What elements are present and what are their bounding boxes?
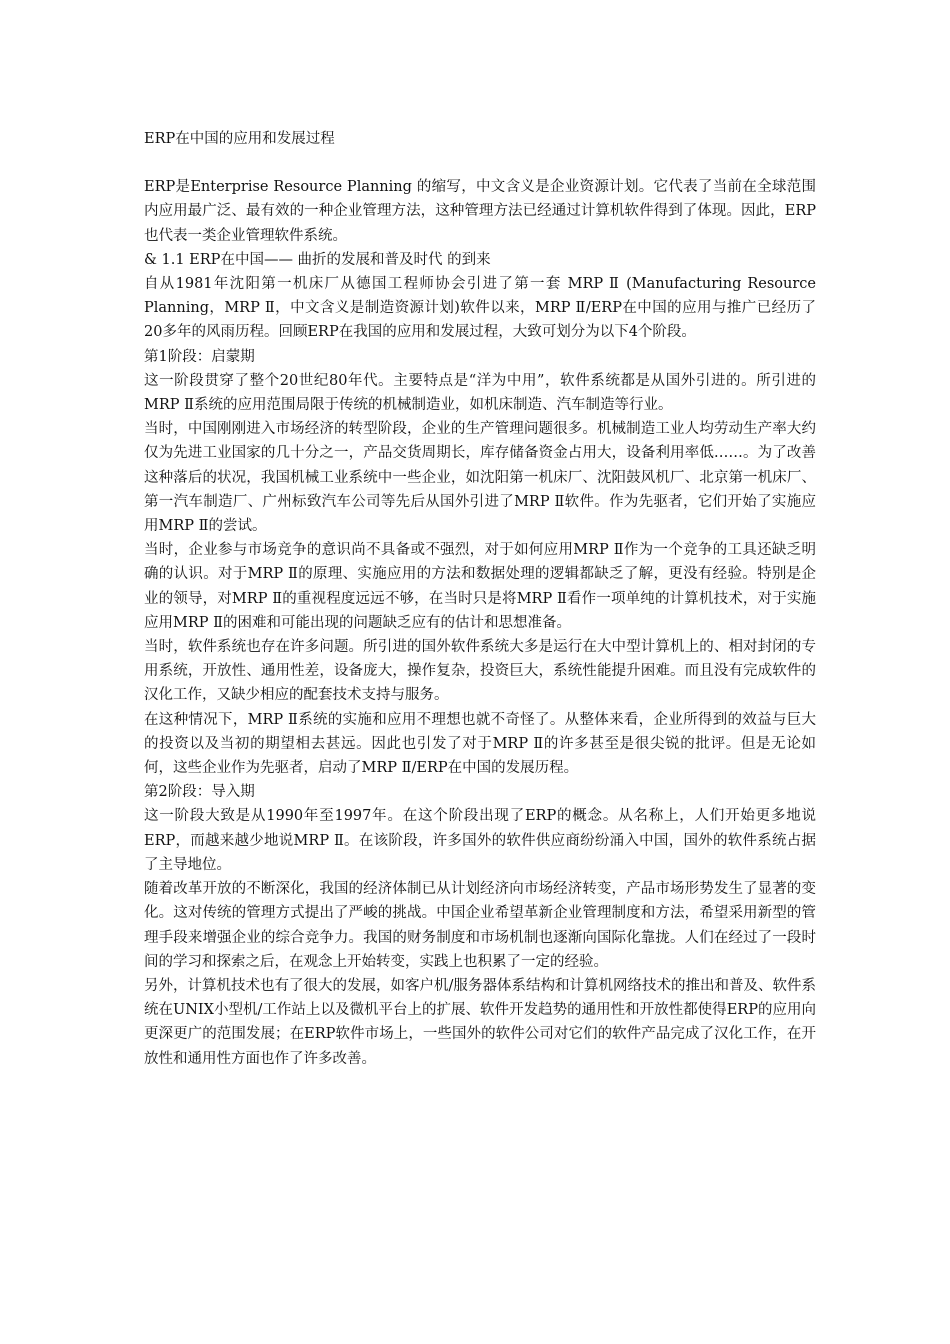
paragraph: 自从1981年沈阳第一机床厂从德国工程师协会引进了第一套 MRP Ⅱ (Manufacturing Resource Planning，MRP Ⅱ，中文含义是制造资源计划)软件以来，MRP Ⅱ/ERP在中国的应用与推广已经历了20多年的风雨历程。回顾ERP在我国的应用和发展过程，大致可划分为以下4个阶段。 [144,276,816,341]
section-heading: & 1.1 ERP在中国—— 曲折的发展和普及时代 的到来 [144,251,491,268]
document-title: ERP在中国的应用和发展过程 [144,131,335,147]
paragraph: 随着改革开放的不断深化，我国的经济体制已从计划经济向市场经济转变，产品市场形势发生了显著的变化。这对传统的管理方式提出了严峻的挑战。中国企业希望革新企业管理制度和方法，希望采用新型的管理手段来增强企业的综合竞争力。我国的财务制度和市场机制也逐渐向国际化靠拢。人们在经过了一段时间的学习和探索之后，在观念上开始转变，实践上也积累了一定的经验。 [144,881,816,970]
paragraph: 当时，软件系统也存在许多问题。所引进的国外软件系统大多是运行在大中型计算机上的、相对封闭的专用系统，开放性、通用性差，设备庞大，操作复杂，投资巨大，系统性能提升困难。而且没有完成软件的汉化工作，又缺少相应的配套技术支持与服务。 [144,639,816,704]
paragraph: 在这种情况下，MRP Ⅱ系统的实施和应用不理想也就不奇怪了。从整体来看，企业所得到的效益与巨大的投资以及当初的期望相去甚远。因此也引发了对于MRP Ⅱ的许多甚至是很尖锐的批评。但是无论如何，这些企业作为先驱者，启动了MRP Ⅱ/ERP在中国的发展历程。 [144,711,816,777]
document-body [144,127,816,1071]
stage-heading-2: 第2阶段：导入期 [144,784,255,801]
paragraph: 当时，中国刚刚进入市场经济的转型阶段，企业的生产管理问题很多。机械制造工业人均劳动生产率大约仅为先进工业国家的几十分之一，产品交货周期长，库存储备资金占用大，设备利用率低……。为了改善这种落后的状况，我国机械工业系统中一些企业，如沈阳第一机床厂、沈阳鼓风机厂、北京第一机床厂、第一汽车制造厂、广州标致汽车公司等先后从国外引进了MRP Ⅱ软件。作为先驱者，它们开始了实施应用MRP Ⅱ的尝试。 [144,421,816,535]
paragraph: 当时，企业参与市场竞争的意识尚不具备或不强烈，对于如何应用MRP Ⅱ作为一个竞争的工具还缺乏明确的认识。对于MRP Ⅱ的原理、实施应用的方法和数据处理的逻辑都缺乏了解，更没有经验。特别是企业的领导，对MRP Ⅱ的重视程度远远不够，在当时只是将MRP Ⅱ看作一项单纯的计算机技术，对于实施应用MRP Ⅱ的困难和可能出现的问题缺乏应有的估计和思想准备。 [144,542,816,631]
paragraph: 另外，计算机技术也有了很大的发展，如客户机/服务器体系结构和计算机网络技术的推出和普及、软件系统在UNIX小型机/工作站上以及微机平台上的扩展、软件开发趋势的通用性和开放性都使得ERP的应用向更深更广的范围发展；在ERP软件市场上，一些国外的软件公司对它们的软件产品完成了汉化工作，在开放性和通用性方面也作了许多改善。 [144,977,816,1067]
stage-heading-1: 第1阶段：启蒙期 [144,348,255,365]
paragraph-intro: ERP是Enterprise Resource Planning 的缩写，中文含义是企业资源计划。它代表了当前在全球范围内应用最广泛、最有效的一种企业管理方法，这种管理方法已经通过计算机软件得到了体现。因此，ERP也代表一类企业管理软件系统。 [144,179,816,244]
paragraph: 这一阶段贯穿了整个20世纪80年代。主要特点是“洋为中用”，软件系统都是从国外引进的。所引进的MRP Ⅱ系统的应用范围局限于传统的机械制造业，如机床制造、汽车制造等行业。 [144,372,816,414]
paragraph: 这一阶段大致是从1990年至1997年。在这个阶段出现了ERP的概念。从名称上，人们开始更多地说ERP，而越来越少地说MRP Ⅱ。在该阶段，许多国外的软件供应商纷纷涌入中国，国外的软件系统占据了主导地位。 [144,808,816,873]
